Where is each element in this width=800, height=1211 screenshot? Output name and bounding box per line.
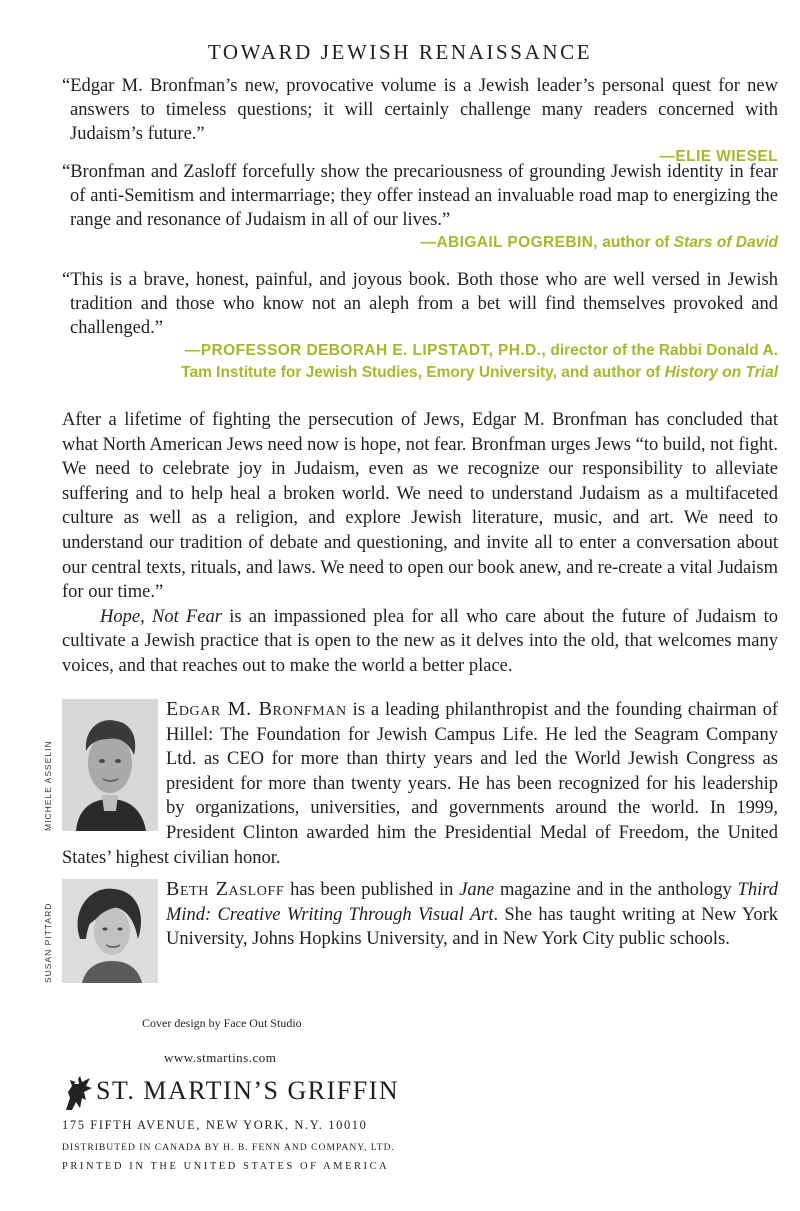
blurb-quote: “This is a brave, honest, painful, and joyous book. Both those who are well versed in Jewish tradition and those who know not an aleph from a bet will find themselves provoked and challenged.” (62, 270, 778, 338)
description-paragraph-2: Hope, Not Fear is an impassioned plea for all who care about the future of Judaism to cultivate a Jewish practice that is open to the new as it delves into the old, that welcomes many voices, and that reaches out to make the world a better place. (62, 606, 778, 676)
cover-design-credit: Cover design by Face Out Studio (142, 1016, 302, 1030)
blurb-author: —PROFESSOR DEBORAH E. LIPSTADT, PH.D., (184, 342, 547, 359)
blurb-book-title: History on Trial (664, 364, 778, 381)
author-bio-text: is a leading philanthropist and the founding chairman of Hillel: The Foundation for Jewish Campus Life. He led the Seagram Company Ltd. as CEO for more than thirty years and led the World Jewish Congress as president for more than twenty years. He has been recognized for his leadership by organizations, universities, and governments around the world. In 1999, President Clinton awarded him the Presidential Medal of Freedom, the United States’ highest civilian honor. (62, 700, 778, 868)
portrait-image (62, 879, 158, 983)
author-photo-zasloff (43, 879, 158, 983)
author-photo-bronfman (43, 699, 158, 831)
blurb-author: —ABIGAIL POGREBIN, (420, 234, 598, 251)
blurb-author-role: author of (602, 234, 670, 251)
blurb-book-title: Stars of David (673, 234, 778, 251)
publisher-address: 175 FIFTH AVENUE, NEW YORK, N.Y. 10010 (62, 1118, 368, 1132)
anthology-title: Third Mind: Creative Writing Through Visual Art (166, 880, 778, 925)
griffin-logo-icon (62, 1072, 94, 1112)
publisher-name: ST. MARTIN’S GRIFFIN (96, 1076, 400, 1105)
blurb-wiesel (62, 74, 778, 168)
blurb-author: —ELIE WIESEL (659, 148, 778, 165)
distribution-note: DISTRIBUTED IN CANADA BY H. B. FENN AND COMPANY, LTD. (62, 1142, 395, 1153)
blurb-quote: “Edgar M. Bronfman’s new, provocative volume is a Jewish leader’s personal quest for new answers to timeless questions; it will certainly challenge many readers concerned with Judaism’s future.” (62, 76, 778, 144)
printed-in-note: PRINTED IN THE UNITED STATES OF AMERICA (62, 1161, 390, 1172)
blurb-attribution (62, 340, 778, 384)
portrait-image (62, 699, 158, 831)
blurb-pogrebin (62, 160, 778, 254)
author-name: Edgar M. Bronfman (166, 698, 347, 720)
blurb-author-role-line1: director of the Rabbi Donald A. (550, 342, 778, 359)
blurb-author-role-line2: Tam Institute for Jewish Studies, Emory University, and author of (181, 364, 661, 381)
photo-credit: MICHELE ASSELIN (43, 740, 53, 831)
book-title: Hope, Not Fear (100, 606, 222, 627)
author-bio-bronfman (43, 697, 778, 870)
series-title: TOWARD JEWISH RENAISSANCE (207, 40, 593, 64)
publisher-website: www.stmartins.com (164, 1050, 277, 1065)
blurb-attribution (62, 232, 778, 254)
author-bio-zasloff: SUSAN PITTARD Beth Zasloff has been published in Jane magazine and in the anthology Third Mind: Creative Writing Through Visual Art. She has taught writing at New York University, Johns Hopkins University, and in New York City public schools. (62, 877, 778, 985)
photo-credit: SUSAN PITTARD (43, 902, 53, 983)
author-name: Beth Zasloff (166, 878, 285, 900)
book-description (62, 408, 778, 679)
blurb-lipstadt (62, 268, 778, 384)
magazine-title: Jane (459, 880, 495, 900)
blurb-quote: “Bronfman and Zasloff forcefully show the precariousness of grounding Jewish identity in fear of anti-Semitism and intermarriage; they offer instead an invaluable road map to energizing the range and resonance of Judaism in all of our lives.” (62, 162, 778, 230)
description-paragraph-1: After a lifetime of fighting the persecution of Jews, Edgar M. Bronfman has concluded that what North American Jews need now is hope, not fear. Bronfman urges Jews “to build, not fight. We need to celebrate joy in Judaism, even as we recognize our responsibility to alleviate suffering and to help heal a broken world. We need to understand Judaism as a multifaceted culture as well as a religion, and explore Jewish literature, music, and art. We need to understand our tradition of debate and questioning, and invite all to enter a conversation about our central texts, rituals, and laws. We need to open our book anew, and re-create a vital Judaism for our time.” (62, 410, 778, 603)
